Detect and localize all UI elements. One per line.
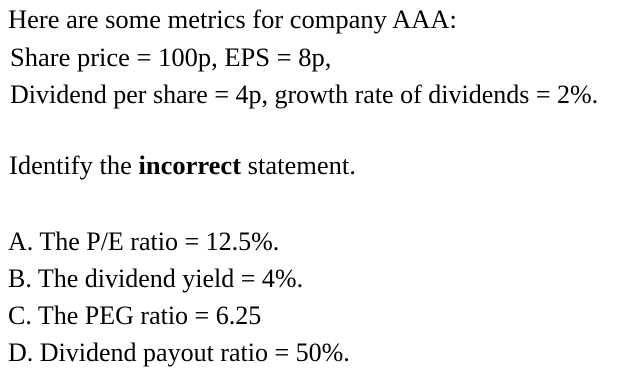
option-letter: A. [8,227,34,256]
intro-text: Here are some metrics for company AAA: [8,4,457,34]
question-emphasis: incorrect [138,150,242,180]
option-letter: C. [8,301,32,330]
question-suffix: statement. [241,150,356,180]
option-c [8,303,261,329]
option-letter: D. [8,338,34,367]
option-a [8,229,279,255]
option-text: The dividend yield = 4%. [37,264,304,293]
option-b [8,266,303,292]
metrics-line-1: Share price = 100p, EPS = 8p, [10,42,332,72]
option-letter: B. [8,264,32,293]
metrics-line-2: Dividend per share = 4p, growth rate of dividends = 2%. [10,80,599,109]
question-prefix: Identify the [9,150,139,180]
option-text: The P/E ratio = 12.5%. [39,227,280,256]
option-text: The PEG ratio = 6.25 [37,301,262,330]
option-d [8,340,350,366]
option-text: Dividend payout ratio = 50%. [39,338,350,367]
question-text [9,152,356,179]
